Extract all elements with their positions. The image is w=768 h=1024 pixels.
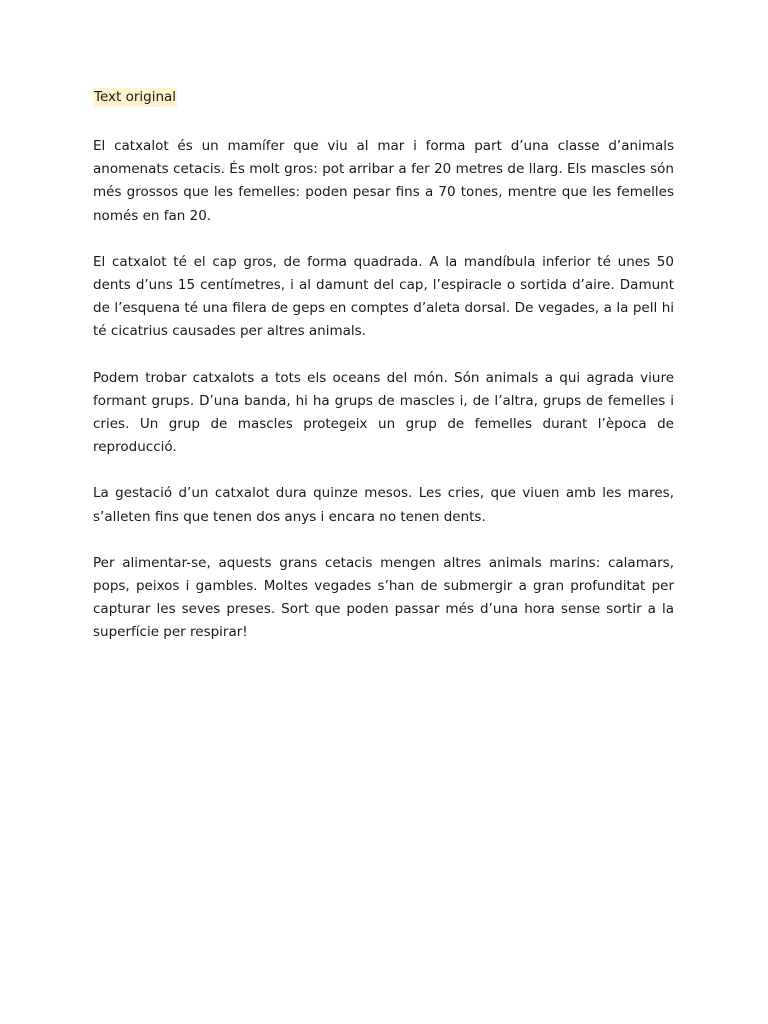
document-page bbox=[93, 86, 674, 668]
document-heading: Text original bbox=[94, 89, 177, 105]
paragraph-4: La gestació d’un catxalot dura quinze mesos. Les cries, que viuen amb les mares, s’alleten fins que tenen dos anys i encara no tenen dents. bbox=[93, 485, 674, 525]
paragraph-5: Per alimentar-se, aquests grans cetacis mengen altres animals marins: calamars, pops, peixos i gambles. Moltes vegades s’han de submergir a gran profunditat per capturar les seves preses. Sort que poden passar més d’una hora sense sortir a la superfície per respirar! bbox=[93, 554, 674, 641]
paragraph-3: Podem trobar catxalots a tots els oceans del món. Són animals a qui agrada viure formant grups. D’una banda, hi ha grups de mascles i, de l’altra, grups de femelles i cries. Un grup de mascles protegeix un grup de femelles durant l’època de reproducció. bbox=[93, 369, 674, 456]
paragraph-1: El catxalot és un mamífer que viu al mar i forma part d’una classe d’animals anomenats cetacis. És molt gros: pot arribar a fer 20 metres de llarg. Els mascles són més grossos que les femelles: poden pesar fins a 70 tones, mentre que les femelles només en fan 20. bbox=[93, 138, 674, 224]
paragraph-2: El catxalot té el cap gros, de forma quadrada. A la mandíbula inferior té unes 50 dents d’uns 15 centímetres, i al damunt del cap, l’espiracle o sortida d’aire. Damunt de l’esquena té una filera de geps en comptes d’aleta dorsal. De vegades, a la pell hi té cicatrius causades per altres animals. bbox=[93, 253, 674, 340]
